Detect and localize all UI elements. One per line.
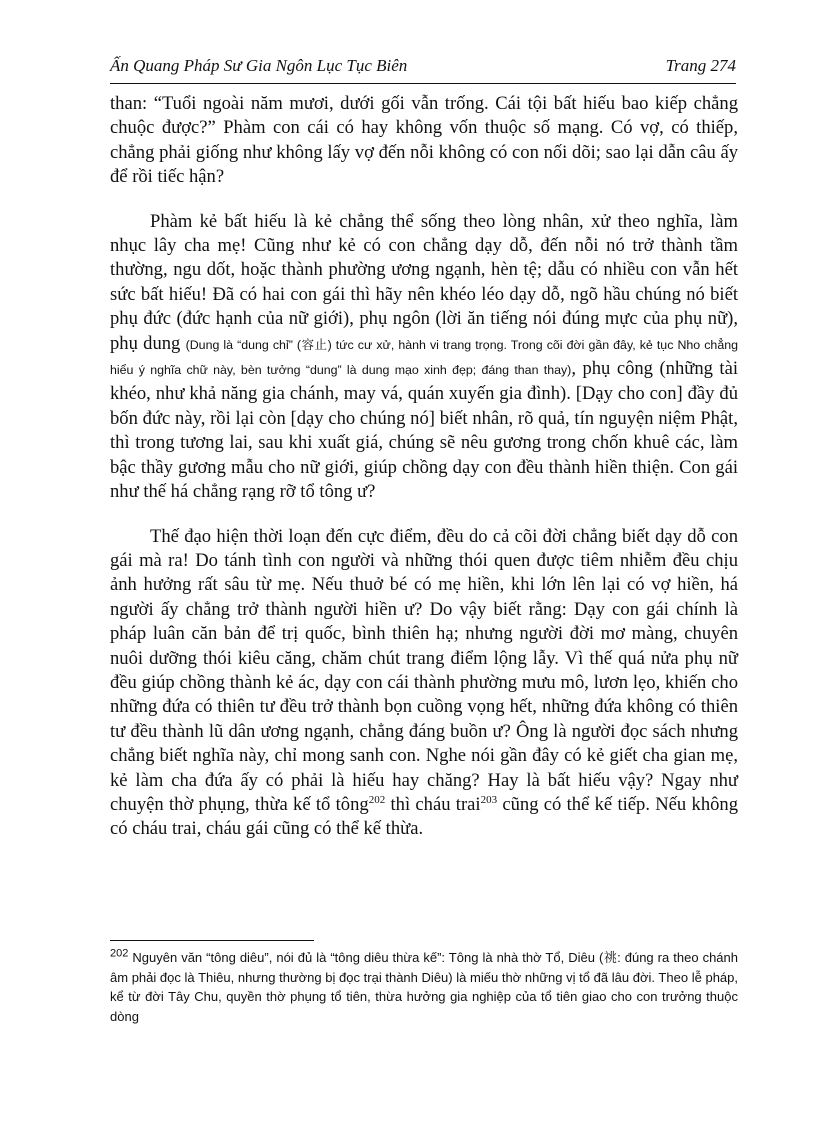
footnote-divider	[110, 940, 314, 941]
paragraph-3-text-a: Thế đạo hiện thời loạn đến cực điểm, đều do cả cõi đời chẳng biết dạy dỗ con gái mà ra! Do tánh tình con người và những thói quen được tiêm nhiễm đều chịu ảnh hưởng rất sâu từ mẹ. Nếu thuở bé có mẹ hiền, khi lớn lên lại có vợ hiền, há người ấy chẳng trở thành người hiền ư? Do vậy biết rằng: Dạy con gái chính là pháp luân căn bản để trị quốc, bình thiên hạ; nhưng người đời mơ màng, chuyên nuôi dưỡng thói kiêu căng, chăm chút trang điểm lộng lẫy. Vì thế quá nửa phụ nữ đều giúp chồng thành kẻ ác, dạy con cái thành phường mưu mô, lươn lẹo, khiến cho những đứa có thiên tư đều trở thành bọn cuồng vọng hết, những đứa không có thiên tư đều thành lũ dân ương ngạnh, chẳng đáng buồn ư? Ông là người đọc sách nhưng chẳng biết nghĩa này, chỉ mong sanh con. Nghe nói gần đây có kẻ giết cha gian mẹ, kẻ làm cha đứa ấy có phải là hiếu hay chăng? Hay là bất hiếu vậy? Ngay như chuyện thờ phụng, thừa kế tổ tông	[110, 525, 738, 815]
main-text	[110, 92, 738, 842]
book-title: Ấn Quang Pháp Sư Gia Ngôn Lục Tục Biên	[110, 56, 408, 75]
footnote-ref-203[interactable]: 203	[480, 793, 498, 806]
page-number: Trang 274	[665, 56, 736, 75]
inline-note-dung: (Dung là “dung chỉ” (容止) tức cư xử, hành vi trang trọng. Trong cõi đời gần đây, kẻ tục Nho chẳng hiểu ý nghĩa chữ này, bèn tưởng “dung” là dung mạo xinh đẹp; đáng than thay)	[110, 337, 738, 378]
footnote-number: 202	[110, 947, 129, 960]
paragraph-2-text-a: Phàm kẻ bất hiếu là kẻ chẳng thể sống theo lòng nhân, xử theo nghĩa, làm nhục lây cha mẹ! Cũng như kẻ có con chẳng dạy dỗ, đến nỗi nó trở thành tầm thường, ngu dốt, hoặc thành phường ương ngạnh, hèn tệ; dẫu có nhiều con vẫn hết sức bất hiếu! Đã có hai con gái thì hãy nên khéo léo dạy dỗ, ngõ hầu chúng nó biết phụ đức (đức hạnh của nữ giới), phụ ngôn (lời ăn tiếng nói đúng mực của phụ nữ), phụ dung	[110, 210, 738, 354]
page-header	[110, 56, 736, 82]
footnote-ref-202[interactable]: 202	[368, 793, 386, 806]
footnote-text: Nguyên văn “tông diêu”, nói đủ là “tông diêu thừa kế”: Tông là nhà thờ Tổ, Diêu (祧: đúng ra theo chánh âm phải đọc là Thiêu, nhưng thường bị đọc trại thành Diêu) là miếu thờ những vị tổ đã lâu đời. Theo lễ pháp, kể từ đời Tây Chu, quyền thờ phụng tổ tiên, thừa hưởng gia nghiệp của tổ tiên giao cho con trưởng thuộc dòng	[110, 950, 738, 1024]
paragraph-1	[110, 92, 738, 190]
paragraph-2	[110, 210, 738, 505]
paragraph-3-text-b: thì cháu trai	[385, 793, 481, 815]
paragraph-1-text: than: “Tuổi ngoài năm mươi, dưới gối vẫn trống. Cái tội bất hiếu bao kiếp chẳng chuộc được?” Phàm con cái có hay không vốn thuộc số mạng. Có vợ, có thiếp, chẳng phải giống như không lấy vợ đến nỗi không có con nối dõi; sao lại dẫn câu ấy để rồi tiếc hận?	[110, 93, 738, 188]
header-divider	[110, 83, 736, 84]
paragraph-3-text-c: cũng có thể kế tiếp. Nếu không có cháu trai, cháu gái cũng có thể kế thừa.	[110, 793, 739, 840]
footnotes	[110, 948, 738, 1026]
footnote-202	[110, 948, 738, 1026]
paragraph-3	[110, 525, 738, 842]
paragraph-2-text-b: , phụ công (những tài khéo, như khả năng gia chánh, may vá, quán xuyến gia đình). [Dạy cho con] đầy đủ bốn đức này, rồi lại còn [dạy cho chúng nó] biết nhân, rõ quả, tín nguyện niệm Phật, thì trong tương lai, sau khi xuất giá, chúng sẽ nêu gương trong chốn khuê các, làm bậc thầy gương mẫu cho nữ giới, giúp chồng dạy con đều thành hiền thiện. Con gái như thế há chẳng rạng rỡ tổ tông ư?	[110, 358, 738, 503]
